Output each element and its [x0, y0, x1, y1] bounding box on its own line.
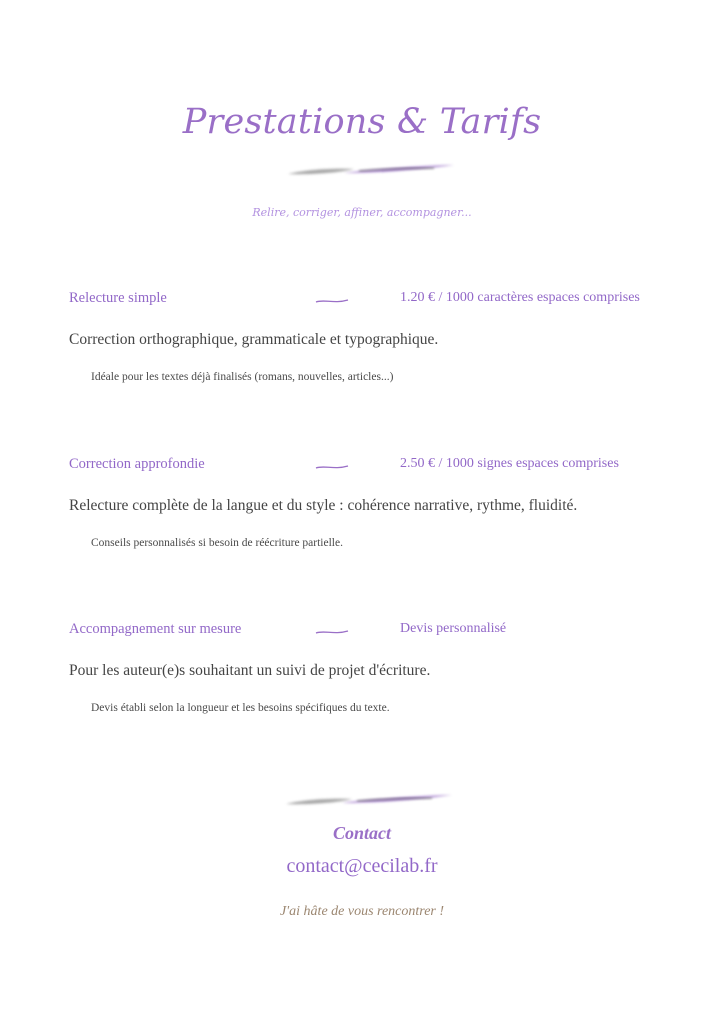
service-note: Conseils personnalisés si besoin de réécriture partielle.	[91, 537, 343, 549]
tilde-dash-icon	[314, 623, 350, 642]
service-name: Accompagnement sur mesure	[69, 621, 242, 637]
tilde-dash-icon	[314, 292, 350, 311]
brush-divider-bottom	[282, 790, 458, 810]
service-price: Devis personnalisé	[400, 621, 507, 636]
brush-divider-top	[284, 160, 460, 180]
service-name: Relecture simple	[69, 290, 167, 306]
service-note: Devis établi selon la longueur et les besoins spécifiques du texte.	[91, 702, 390, 714]
page-subtitle: Relire, corriger, affiner, accompagner...	[252, 206, 472, 219]
service-price: 2.50 € / 1000 signes espaces comprises	[400, 456, 619, 471]
page-title: Prestations & Tarifs	[182, 102, 542, 142]
contact-title: Contact	[332, 823, 391, 843]
contact-email-link[interactable]: contact@cecilab.fr	[286, 855, 438, 877]
service-description: Correction orthographique, grammaticale et typographique.	[69, 331, 439, 348]
service-price: 1.20 € / 1000 caractères espaces comprises	[400, 290, 640, 305]
service-name: Correction approfondie	[69, 456, 205, 472]
service-description: Pour les auteur(e)s souhaitant un suivi de projet d'écriture.	[69, 662, 431, 679]
tilde-dash-icon	[314, 458, 350, 477]
service-description: Relecture complète de la langue et du style : cohérence narrative, rythme, fluidité.	[69, 497, 578, 514]
closing-message: J'ai hâte de vous rencontrer !	[279, 904, 445, 919]
service-note: Idéale pour les textes déjà finalisés (romans, nouvelles, articles...)	[91, 371, 394, 383]
